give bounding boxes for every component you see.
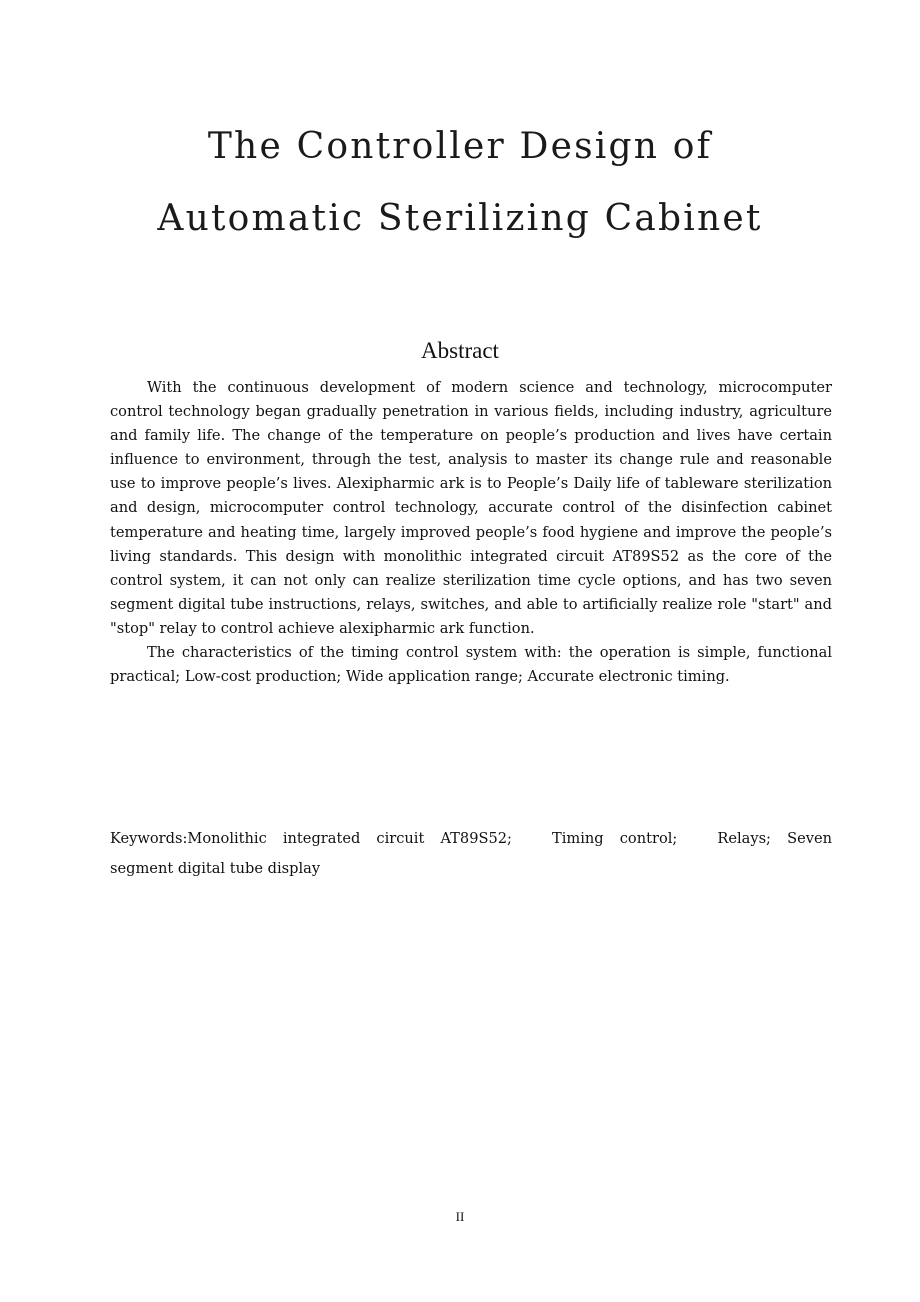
keyword-item: Relays; — [717, 830, 771, 847]
keywords-section — [110, 824, 832, 884]
abstract-paragraph-1: With the continuous development of modern science and technology, microcomputer control technology began gradually penetration in various fields, including industry, agriculture and family life. The change of the temperature on people’s production and lives have certain influence to environment, through the test, analysis to master its change rule and reasonable use to improve people’s lives. Alexipharmic ark is to People’s Daily life of tableware sterilization and design, microcomputer control technology, accurate control of the disinfection cabinet temperature and heating time, largely improved people’s food hygiene and improve the people’s living standards. This design with monolithic integrated circuit AT89S52 as the core of the control system, it can not only can realize sterilization time cycle options, and has two seven segment digital tube instructions, relays, switches, and able to artificially realize role "start" and "stop" relay to control achieve alexipharmic ark function. — [110, 379, 832, 637]
keyword-item: Seven segment digital tube display — [110, 830, 833, 877]
document-title-line-1: The Controller Design of — [207, 126, 713, 167]
keyword-item: Timing control; — [551, 830, 678, 847]
document-title-line-2: Automatic Sterilizing Cabinet — [157, 198, 763, 239]
abstract-body — [110, 376, 832, 689]
keyword-item: Monolithic integrated circuit AT89S52; — [187, 830, 512, 847]
keywords-label: Keywords: — [110, 830, 188, 847]
abstract-heading: Abstract — [421, 338, 499, 363]
page-number: II — [455, 1209, 465, 1224]
abstract-paragraph-2: The characteristics of the timing control system with: the operation is simple, functional practical; Low-cost production; Wide application range; Accurate electronic timing. — [110, 644, 832, 686]
